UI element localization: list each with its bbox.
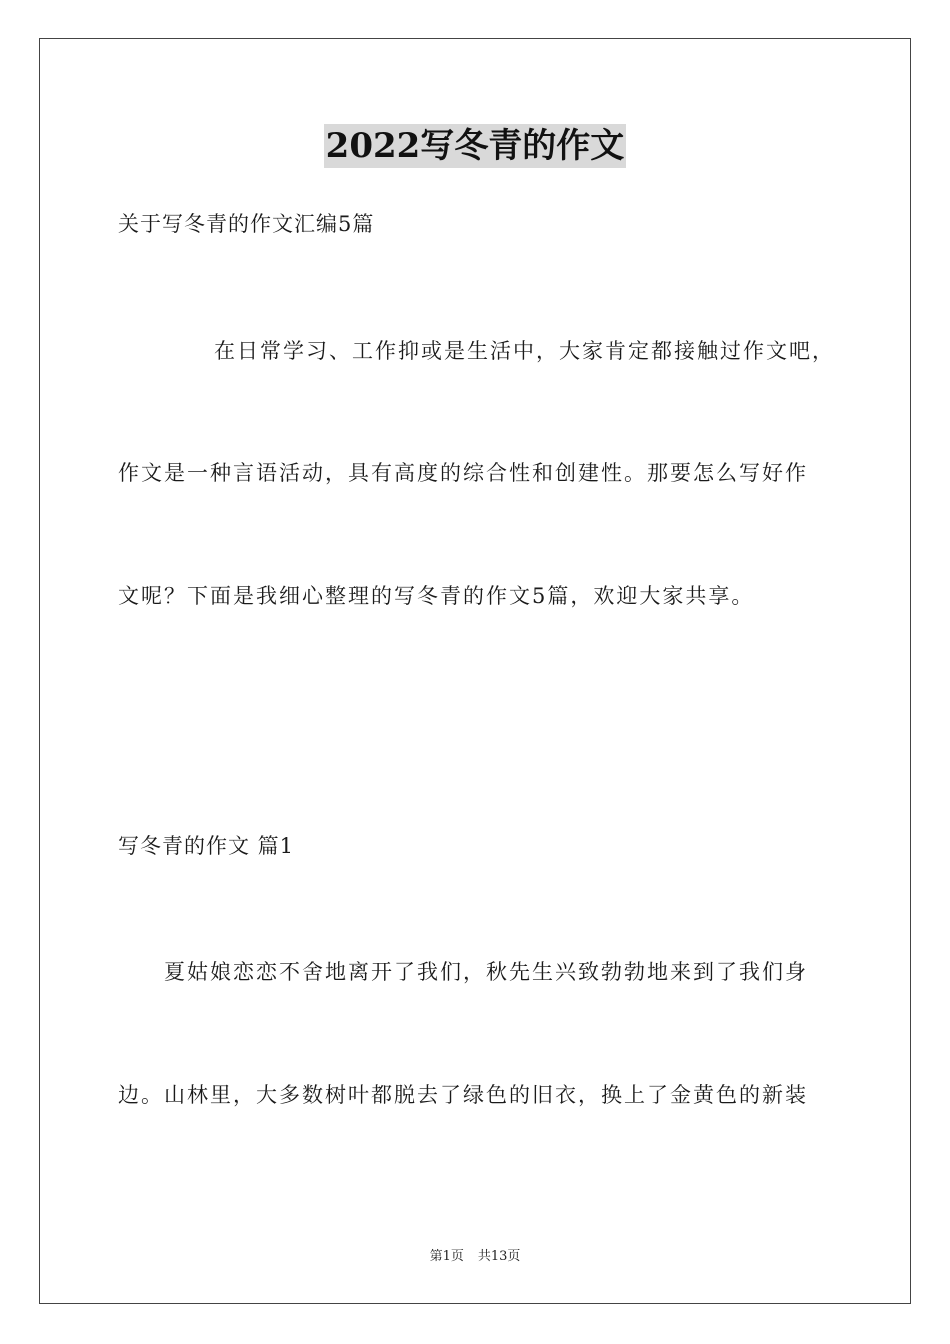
intro-paragraph-line-2: 作文是一种言语活动，具有高度的综合性和创建性。那要怎么写好作	[118, 461, 808, 485]
section-heading: 写冬青的作文 篇1	[118, 834, 295, 858]
page-footer	[0, 1248, 950, 1266]
document-title: 2022写冬青的作文	[325, 126, 625, 166]
section-paragraph-line-1: 夏姑娘恋恋不舍地离开了我们，秋先生兴致勃勃地来到了我们身	[164, 960, 808, 984]
intro-paragraph-line-3: 文呢？下面是我细心整理的写冬青的作文5篇，欢迎大家共享。	[118, 584, 755, 608]
document-subtitle: 关于写冬青的作文汇编5篇	[118, 212, 375, 236]
intro-paragraph-line-1: 在日常学习、工作抑或是生活中，大家肯定都接触过作文吧，	[214, 339, 835, 363]
title-container	[0, 124, 950, 168]
page-total: 共13页	[477, 1249, 521, 1264]
page-number: 第1页	[429, 1249, 464, 1264]
section-paragraph-line-2: 边。山林里，大多数树叶都脱去了绿色的旧衣，换上了金黄色的新装	[118, 1083, 808, 1107]
